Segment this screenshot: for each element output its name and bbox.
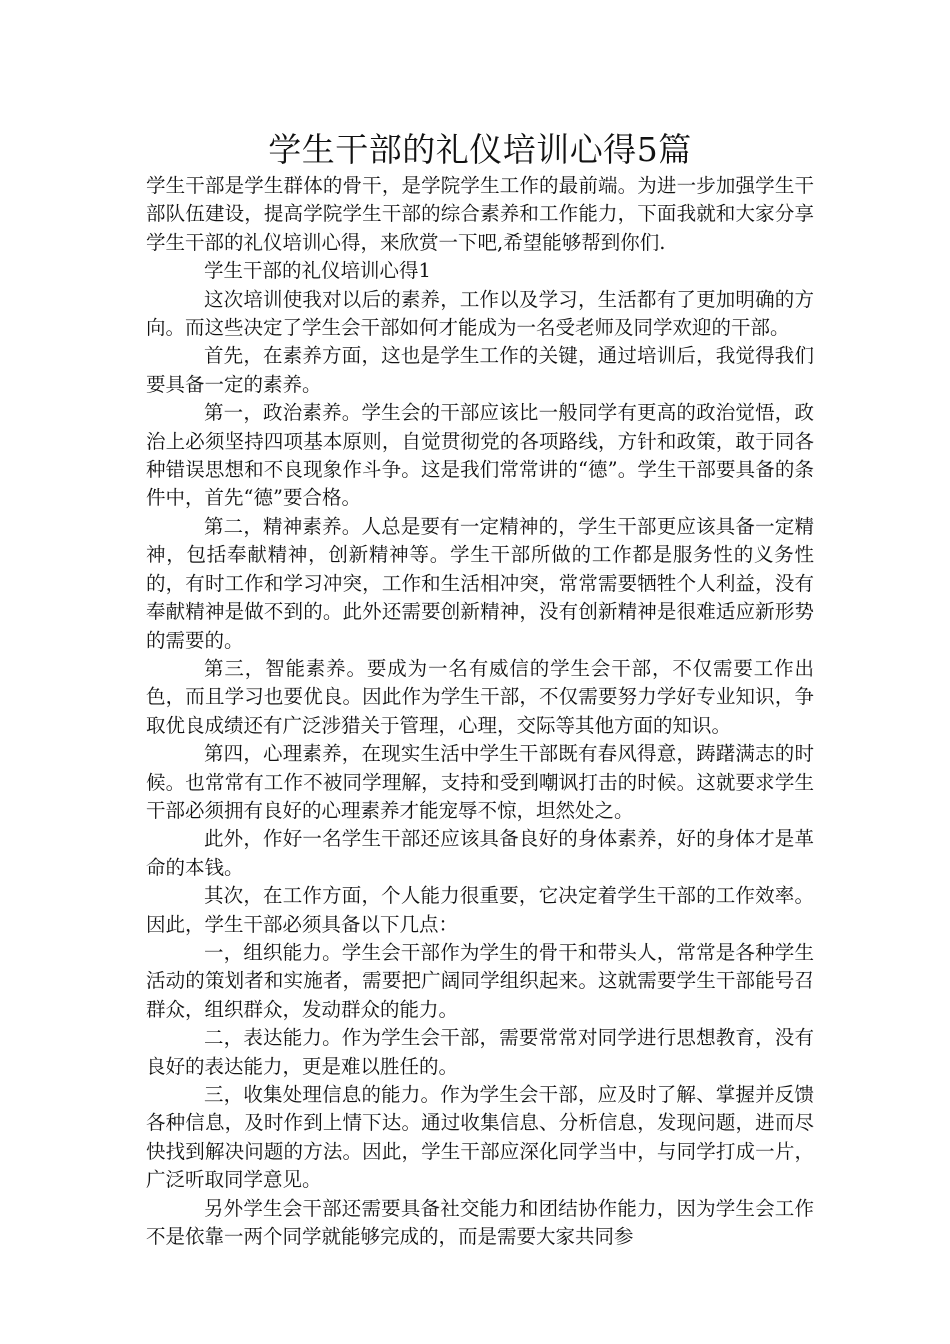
body-paragraph: 第一，政治素养。学生会的干部应该比一般同学有更高的政治觉悟，政治上必须坚持四项基本原则，自觉贯彻党的各项路线，方针和政策，敢于同各种错误思想和不良现象作斗争。这是我们常常讲的“德”。学生干部要具备的条件中，首先“德”要合格。	[146, 401, 814, 510]
document-page	[146, 128, 814, 1251]
intro-paragraph: 学生干部是学生群体的骨干，是学院学生工作的最前端。为进一步加强学生干部队伍建设，提高学院学生干部的综合素养和工作能力，下面我就和大家分享学生干部的礼仪培训心得，来欣赏一下吧,希望能够帮到你们.	[146, 174, 814, 254]
body-paragraph: 其次，在工作方面，个人能力很重要，它决定着学生干部的工作效率。因此，学生干部必须具备以下几点：	[146, 884, 814, 936]
body-paragraph: 三，收集处理信息的能力。作为学生会干部，应及时了解、掌握并反馈各种信息，及时作到上情下达。通过收集信息、分析信息，发现问题，进而尽快找到解决问题的方法。因此，学生干部应深化同学当中，与同学打成一片，广泛听取同学意见。	[146, 1083, 814, 1192]
body-paragraph: 第四，心理素养，在现实生活中学生干部既有春风得意，踌躇满志的时候。也常常有工作不被同学理解，支持和受到嘲讽打击的时候。这就要求学生干部必须拥有良好的心理素养才能宠辱不惊，坦然处之。	[146, 742, 814, 822]
body-paragraph: 一，组织能力。学生会干部作为学生的骨干和带头人，常常是各种学生活动的策划者和实施者，需要把广阔同学组织起来。这就需要学生干部能号召群众，组织群众，发动群众的能力。	[146, 940, 814, 1021]
body-paragraph: 第二，精神素养。人总是要有一定精神的，学生干部更应该具备一定精神，包括奉献精神，创新精神等。学生干部所做的工作都是服务性的义务性的，有时工作和学习冲突，工作和生活相冲突，常常需要牺牲个人利益，没有奉献精神是做不到的。此外还需要创新精神，没有创新精神是很难适应新形势的需要的。	[146, 514, 814, 652]
body-paragraph: 此外，作好一名学生干部还应该具备良好的身体素养，好的身体才是革命的本钱。	[146, 827, 814, 879]
body-paragraph: 另外学生会干部还需要具备社交能力和团结协作能力，因为学生会工作不是依靠一两个同学就能够完成的，而是需要大家共同参	[146, 1196, 814, 1249]
body-paragraph: 这次培训使我对以后的素养，工作以及学习，生活都有了更加明确的方向。而这些决定了学生会干部如何才能成为一名受老师及同学欢迎的干部。	[146, 287, 814, 340]
section-heading: 学生干部的礼仪培训心得1	[204, 259, 431, 283]
document-title: 学生干部的礼仪培训心得5篇	[268, 130, 692, 169]
body-paragraph: 二，表达能力。作为学生会干部，需要常常对同学进行思想教育，没有良好的表达能力，更是难以胜任的。	[146, 1026, 814, 1078]
body-paragraph: 首先，在素养方面，这也是学生工作的关键，通过培训后，我觉得我们要具备一定的素养。	[146, 344, 814, 396]
body-paragraph: 第三，智能素养。要成为一名有威信的学生会干部，不仅需要工作出色，而且学习也要优良。因此作为学生干部，不仅需要努力学好专业知识，争取优良成绩还有广泛涉猎关于管理，心理，交际等其他方面的知识。	[146, 656, 814, 737]
